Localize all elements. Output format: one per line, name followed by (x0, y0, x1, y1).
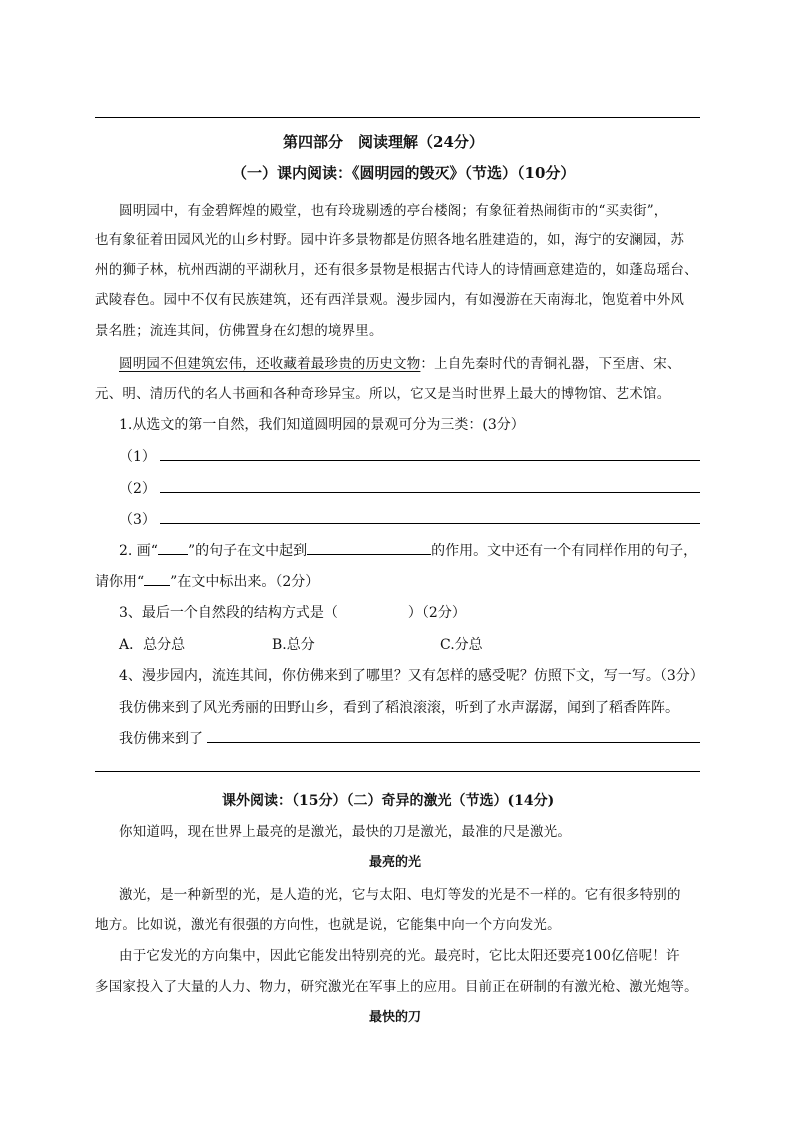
q3-option-a[interactable]: A．总分总 (119, 637, 186, 653)
q1-blank-label-3: （3） (119, 512, 156, 528)
part2-title: 课外阅读：（15分）（二）奇异的激光（节选）(14分) (222, 793, 555, 809)
q1-answer-line-3[interactable] (160, 523, 700, 524)
part2-p1-line-2: 地方。比如说，激光有很强的方向性，也就是说，它能集中向一个方向发光。 (95, 917, 561, 933)
para1-line-5: 景名胜；流连其间，仿佛置身在幻想的境界里。 (95, 323, 383, 339)
para1-line-2: 也有象征着田园风光的山乡村野。园中许多景物都是仿照各地名胜建造的，如，海宁的安澜园，苏 (95, 232, 685, 248)
part2-p1-line-1: 激光，是一种新型的光，是人造的光，它与太阳、电灯等发的光是不一样的。它有很多特别的 (119, 887, 681, 903)
top-divider (95, 117, 700, 118)
para2-line-2: 元、明、清历代的名人书画和各种奇珍异宝。所以，它又是当时世界上最大的博物馆、艺术馆。 (95, 386, 671, 402)
q2-line2-a: 请你用“ (95, 574, 145, 590)
q1-answer-line-1[interactable] (160, 460, 700, 461)
para1-line-4: 武陵春色。园中不仅有民族建筑，还有西洋景观。漫步园内，有如漫游在天南海北，饱览着中外风 (95, 292, 685, 308)
q1-blank-label-2: （2） (119, 481, 156, 497)
question-2-line-2 (95, 571, 319, 591)
q2-mark-blank-2 (144, 573, 170, 586)
part2-p2-line-2: 多国家投入了大量的人力、物力，研究激光在军事上的应用。目前正在研制的有激光枪、激光炮等。 (95, 979, 698, 995)
q3-option-c[interactable]: C.分总 (440, 637, 483, 653)
para2-line-1 (119, 352, 681, 372)
question-3: 3、最后一个自然段的结构方式是（ ）（2分） (119, 605, 466, 621)
underlined-sentence: 圆明园不但建筑宏伟，还收藏着最珍贵的历史文物 (119, 356, 421, 372)
q4-prompt: 我仿佛来到了 (119, 731, 203, 747)
question-2-line-1 (119, 540, 697, 560)
q2-part-c: 的作用。文中还有一个有同样作用的句子， (431, 543, 698, 559)
q2-mark-blank (158, 542, 188, 555)
subheading-fastest-knife: 最快的刀 (369, 1010, 422, 1025)
q2-answer-blank[interactable] (307, 542, 431, 555)
question-1: 1.从选文的第一自然，我们知道圆明园的景观可分为三类：(3分） (119, 417, 525, 433)
q2-line2-b: ”在文中标出来。（2分） (170, 574, 320, 590)
section-title: 第四部分 阅读理解（24分） (283, 133, 484, 151)
part1-title: （一）课内阅读：《圆明园的毁灭》（节选）（10分） (232, 164, 576, 182)
subheading-brightest-light: 最亮的光 (369, 855, 422, 870)
q3-option-b[interactable]: B.总分 (272, 637, 315, 653)
para2-rest: ：上自先秦时代的青铜礼器，下至唐、宋、 (420, 356, 681, 372)
para1-line-3: 州的狮子林，杭州西湖的平湖秋月，还有很多景物是根据古代诗人的诗情画意建造的，如蓬岛瑶台、 (95, 262, 698, 278)
q2-part-b: ”的句子在文中起到 (187, 543, 308, 559)
q1-blank-label-1: （1） (119, 449, 156, 465)
question-4: 4、漫步园内，流连其间，你仿佛来到了哪里？又有怎样的感受呢？仿照下文，写一写。（3分） (119, 668, 704, 684)
part2-intro: 你知道吗，现在世界上最亮的是激光，最快的刀是激光，最准的尺是激光。 (119, 824, 572, 840)
part2-p2-line-1: 由于它发光的方向集中，因此它能发出特别亮的光。最亮时，它比太阳还要亮100亿倍呢！许 (119, 948, 680, 964)
middle-divider (95, 771, 700, 772)
q1-answer-line-2[interactable] (160, 492, 700, 493)
q4-example: 我仿佛来到了风光秀丽的田野山乡，看到了稻浪滚滚，听到了水声潺潺，闻到了稻香阵阵。 (119, 700, 679, 716)
para1-line-1: 圆明园中，有金碧辉煌的殿堂，也有玲珑剔透的亭台楼阁；有象征着热闹街市的“买卖街”， (119, 203, 668, 219)
q2-part-a: 2. 画“ (119, 543, 158, 559)
q4-answer-line[interactable] (207, 742, 700, 743)
